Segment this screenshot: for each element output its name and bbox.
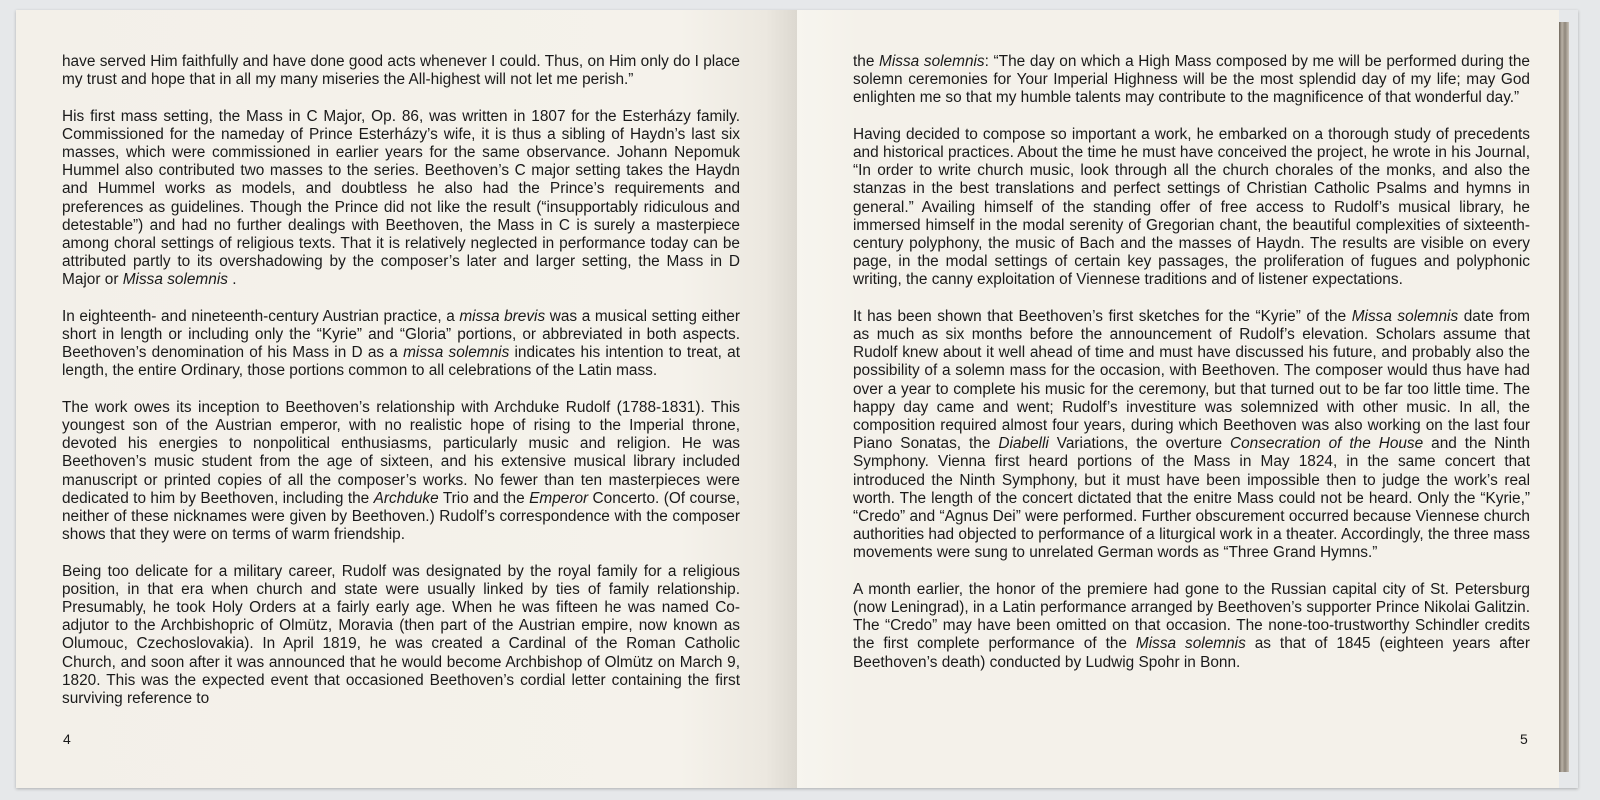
italic-text: Consecration of the House	[1229, 435, 1424, 453]
italic-text: Archduke	[373, 489, 439, 507]
text-run: and the Ninth Symphony. Vienna first heard portions of the Mass in May 1824, in the same concert that introduced the Ninth Symphony, but it must have been impossible then to judge the work’s real worth. The length of the concert dictated that the enitre Mass could not be heard. Only the “Kyrie,” “Credo” and “Agnus Dei” were performed. Further obscurement occurred because Viennese church authorities had objected to performance of a liturgical work in a theater. Accordingly, the three mass movements were sung to unrelated German words as “Three Grand Hymns.”	[853, 435, 1531, 562]
paragraph	[62, 53, 740, 89]
paragraph	[62, 399, 740, 545]
text-run: was a musical setting either short in length or including only the “Kyrie” and “Gloria” portions, or abbreviated in both aspects. Beethoven’s denomination of his Mass in D as a	[62, 307, 740, 362]
text-run: Trio and the	[438, 489, 530, 507]
text-run: It has been shown that Beethoven’s first sketches for the “Kyrie” of the	[853, 307, 1352, 325]
text-run: the	[853, 53, 880, 70]
text-run: have served Him faithfully and have done good acts whenever I could. Thus, on Him only do I place my trust and hope that in all my many miseries the All-highest will not let me perish.”	[62, 53, 740, 89]
text-column	[62, 53, 740, 726]
paragraph	[853, 581, 1530, 672]
paragraph	[853, 308, 1530, 563]
text-run: In eighteenth- and nineteenth-century Austrian practice, a	[62, 307, 460, 325]
text-run: indicates his intention to treat, at length, the entire Ordinary, those portions common to all celebrations of the Latin mass.	[62, 344, 740, 380]
italic-text: Missa solemnis	[122, 271, 228, 289]
text-run: .	[227, 271, 237, 289]
text-run: : “The day on which a High Mass composed by me will be performed during the solemn ceremonies for Your Imperial Highness will be the most splendid day of my life; may God enlighten me so that my humble talents may contribute to the magnificence of that wonderful day.”	[853, 53, 1530, 107]
page-stack-edge	[1559, 22, 1569, 772]
italic-text: missa brevis	[459, 307, 546, 325]
paragraph	[62, 108, 740, 290]
text-run: date from as much as six months before the announcement of Rudolf’s elevation. Scholars assume that Rudolf knew about it well ahead of time and must have discussed his future, and probably also the possibility of a solemn mass for the occasion, with Beethoven. The composer would thus have had over a year to complete his music for the ceremony, but that turned out to be far too little time. The happy day came and went; Rudolf’s investiture was solemnized with other music. In all, the composition required almost four years, during which Beethoven was also working on the last four Piano Sonatas, the	[853, 307, 1530, 453]
italic-text: Emperor	[529, 489, 589, 507]
text-run: Being too delicate for a military career, Rudolf was designated by the royal family for a religious position, in that era when church and state were usually linked by ties of family relationship. Presumably, he took Holy Orders at a fairly early age. When he was fifteen he was named Co-adjutor to the Archbishopric of Olmütz, Moravia (then part of the Austrian empire, now known as Olumouc, Czechoslovakia). In April 1819, he was created a Cardinal of the Roman Catholic Church, and soon after it was announced that he would become Archbishop of Olmütz on March 9, 1820. This was the expected event that occasioned Beethoven’s cordial letter containing the first surviving reference to	[62, 562, 740, 708]
text-run: The work owes its inception to Beethoven’s relationship with Archduke Rudolf (1788-1831). This youngest son of the Austrian emperor, with no realistic hope of rising to the Imperial throne, devoted his energies to nonpolitical enthusiasms, particularly music and religion. He was Beethoven’s music student from the age of sixteen, and his extensive musical library included manuscript or printed copies of all the composer’s works. No fewer than ten masterpieces were dedicated to him by Beethoven, including the	[62, 398, 740, 507]
text-run: Having decided to compose so important a work, he embarked on a thorough study of precedents and historical practices. About the time he must have conceived the project, he wrote in his Journal, “In order to write church music, look through all the church chorales of the monks, and also the stanzas in the best translations and perfect settings of Christian Catholic Psalms and hymns in general.” Availing himself of the standing offer of free access to Rudolf’s musical library, he immersed himself in the modal serenity of Gregorian chant, the beautiful complexities of sixteenth-century polyphony, the music of Bach and the masses of Haydn. The results are visible on every page, in the modal settings of certain key passages, the proliferation of fugues and polyphonic writing, the canny exploitation of Viennese traditions and of listener expectations.	[853, 125, 1530, 289]
text-run: Variations, the overture	[1048, 435, 1230, 453]
italic-text: missa solemnis	[403, 344, 510, 362]
italic-text: Diabelli	[998, 435, 1049, 453]
text-column	[853, 53, 1530, 690]
page-number: 4	[63, 731, 71, 747]
italic-text: Missa solemnis	[1351, 307, 1459, 325]
text-run: as that of 1845 (eighteen years after Beethoven’s death) conducted by Ludwig Spohr in Bonn.	[853, 635, 1530, 671]
page-number: 5	[1520, 731, 1528, 747]
text-run: A month earlier, the honor of the premiere had gone to the Russian capital city of St. Petersburg (now Leningrad), in a Latin performance arranged by Beethoven’s supporter Prince Nikolai Galitzin. The “Credo” may have been omitted on that occasion. The none-too-trustworthy Schindler credits the first complete performance of the	[853, 580, 1530, 653]
italic-text: Missa solemnis	[879, 53, 985, 70]
text-run: His first mass setting, the Mass in C Major, Op. 86, was written in 1807 for the Esterházy family. Commissioned for the nameday of Prince Esterházy’s wife, it is thus a sibling of Haydn’s last six masses, which were commissioned in earlier years for the same observance. Johann Nepomuk Hummel also contributed two masses to the series. Beethoven’s C major setting takes the Haydn and Hummel works as models, and doubtless he also had the Prince’s requirements and preferences as guidelines. Though the Prince did not like the result (“insupportably ridiculous and detestable”) and had no further dealings with Beethoven, the Mass in C is surely a masterpiece among choral settings of religious texts. That it is relatively neglected in performance today can be attributed partly to its overshadowing by the composer’s later and larger setting, the Mass in D Major or	[62, 107, 740, 289]
text-run: Concerto. (Of course, neither of these nicknames were given by Beethoven.) Rudolf’s correspondence with the composer shows that they were on terms of warm friendship.	[62, 489, 740, 544]
paragraph	[62, 563, 740, 709]
page-left	[16, 10, 797, 788]
booklet-spread	[16, 10, 1578, 788]
page-right	[797, 10, 1559, 788]
paragraph	[853, 53, 1530, 108]
italic-text: Missa solemnis	[1135, 635, 1246, 653]
paragraph	[62, 308, 740, 381]
paragraph	[853, 126, 1530, 290]
